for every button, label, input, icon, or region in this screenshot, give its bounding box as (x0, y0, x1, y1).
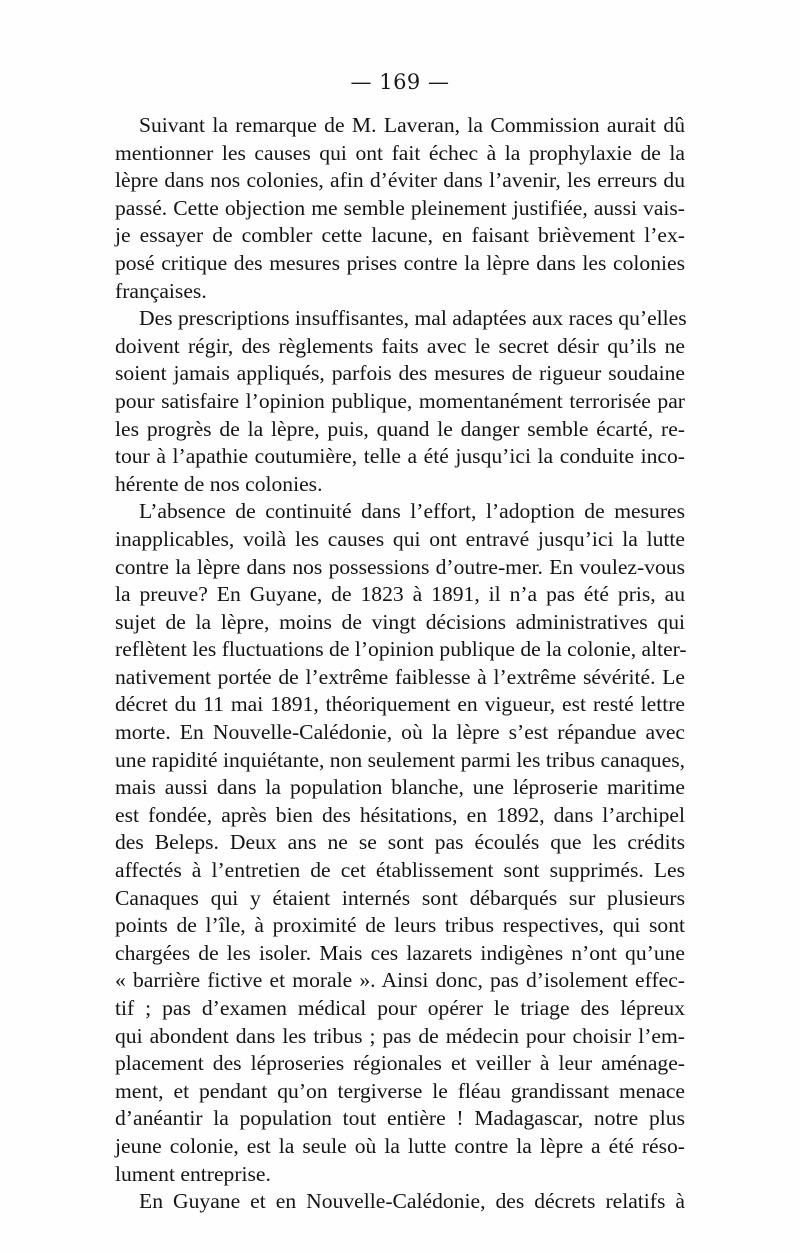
text-line: la preuve? En Guyane, de 1823 à 1891, il n’a pas été pris, au (115, 582, 685, 607)
text-line: morte. En Nouvelle-Calédonie, où la lèpre s’est répandue avec (115, 720, 685, 745)
text-line: une rapidité inquiétante, non seulement parmi les tribus canaques, (115, 747, 685, 772)
text-line: passé. Cette objection me semble pleinement justifiée, aussi vais- (115, 195, 685, 220)
text-line: qui abondent dans les tribus ; pas de médecin pour choisir l’em- (115, 1023, 685, 1048)
text-line: posé critique des mesures prises contre la lèpre dans les colonies (115, 250, 685, 275)
text-line: est fondée, après bien des hésitations, en 1892, dans l’archipel (115, 802, 685, 827)
text-line: lument entreprise. (115, 1161, 271, 1186)
text-line: mais aussi dans la population blanche, une léproserie maritime (115, 775, 685, 800)
text-line: doivent régir, des règlements faits avec le secret désir qu’ils ne (115, 333, 685, 358)
text-line: points de l’île, à proximité de leurs tribus respectives, qui sont (115, 913, 685, 938)
text-line: inapplicables, voilà les causes qui ont entravé jusqu’ici la lutte (115, 526, 685, 551)
text-line: lèpre dans nos colonies, afin d’éviter dans l’avenir, les erreurs du (115, 168, 685, 193)
text-line: hérente de nos colonies. (115, 471, 323, 496)
text-line: tif ; pas d’examen médical pour opérer le triage des lépreux (115, 996, 685, 1020)
text-line: d’anéantir la population tout entière ! Madagascar, notre plus (115, 1106, 685, 1131)
text-line: sujet de la lèpre, moins de vingt décisions administratives qui (115, 609, 685, 634)
text-line: reflètent les fluctuations de l’opinion publique de la colonie, alter- (115, 637, 687, 662)
paragraph-1 (115, 112, 685, 305)
text-line: françaises. (115, 278, 207, 303)
text-line: des Beleps. Deux ans ne se sont pas écoulés que les crédits (115, 830, 685, 855)
page-number: — 169 — (350, 70, 450, 94)
text-line: ment, et pendant qu’on tergiverse le fléau grandissant menace (115, 1078, 685, 1103)
text-line: L’absence de continuité dans l’effort, l’adoption de mesures (139, 499, 685, 524)
text-line: placement des léproseries régionales et veiller à leur aménage- (115, 1051, 685, 1076)
text-line: mentionner les causes qui ont fait échec à la prophylaxie de la (115, 140, 685, 165)
text-line: En Guyane et en Nouvelle-Calédonie, des décrets relatifs à (139, 1189, 685, 1214)
paragraph-2 (115, 305, 685, 498)
text-line: chargées de les isoler. Mais ces lazarets indigènes n’ont qu’une (115, 940, 685, 965)
text-line: Suivant la remarque de M. Laveran, la Commission aurait dû (139, 113, 685, 137)
text-line: contre la lèpre dans nos possessions d’outre-mer. En voulez-vous (115, 554, 685, 579)
text-line: nativement portée de l’extrême faiblesse à l’extrême sévérité. Le (115, 664, 685, 689)
text-line: je essayer de combler cette lacune, en faisant brièvement l’ex- (115, 223, 685, 248)
paragraph-4 (115, 1188, 685, 1216)
text-line: jeune colonie, est la seule où la lutte contre la lèpre a été réso- (115, 1133, 685, 1158)
text-line: tour à l’apathie coutumière, telle a été jusqu’ici la conduite inco- (115, 444, 685, 469)
text-line: pour satisfaire l’opinion publique, momentanément terrorisée par (115, 388, 685, 413)
text-line: « barrière fictive et morale ». Ainsi donc, pas d’isolement effec- (115, 968, 685, 993)
body-text (115, 112, 685, 1216)
text-line: Canaques qui y étaient internés sont débarqués sur plusieurs (115, 885, 685, 910)
paragraph-3 (115, 498, 685, 1188)
text-line: les progrès de la lèpre, puis, quand le danger semble écarté, re- (115, 416, 685, 441)
text-line: affectés à l’entretien de cet établissement sont supprimés. Les (115, 858, 685, 883)
text-line: soient jamais appliqués, parfois des mesures de rigueur soudaine (115, 361, 685, 386)
text-line: décret du 11 mai 1891, théoriquement en vigueur, est resté lettre (115, 692, 685, 717)
text-line: Des prescriptions insuffisantes, mal adaptées aux races qu’elles (139, 306, 687, 331)
